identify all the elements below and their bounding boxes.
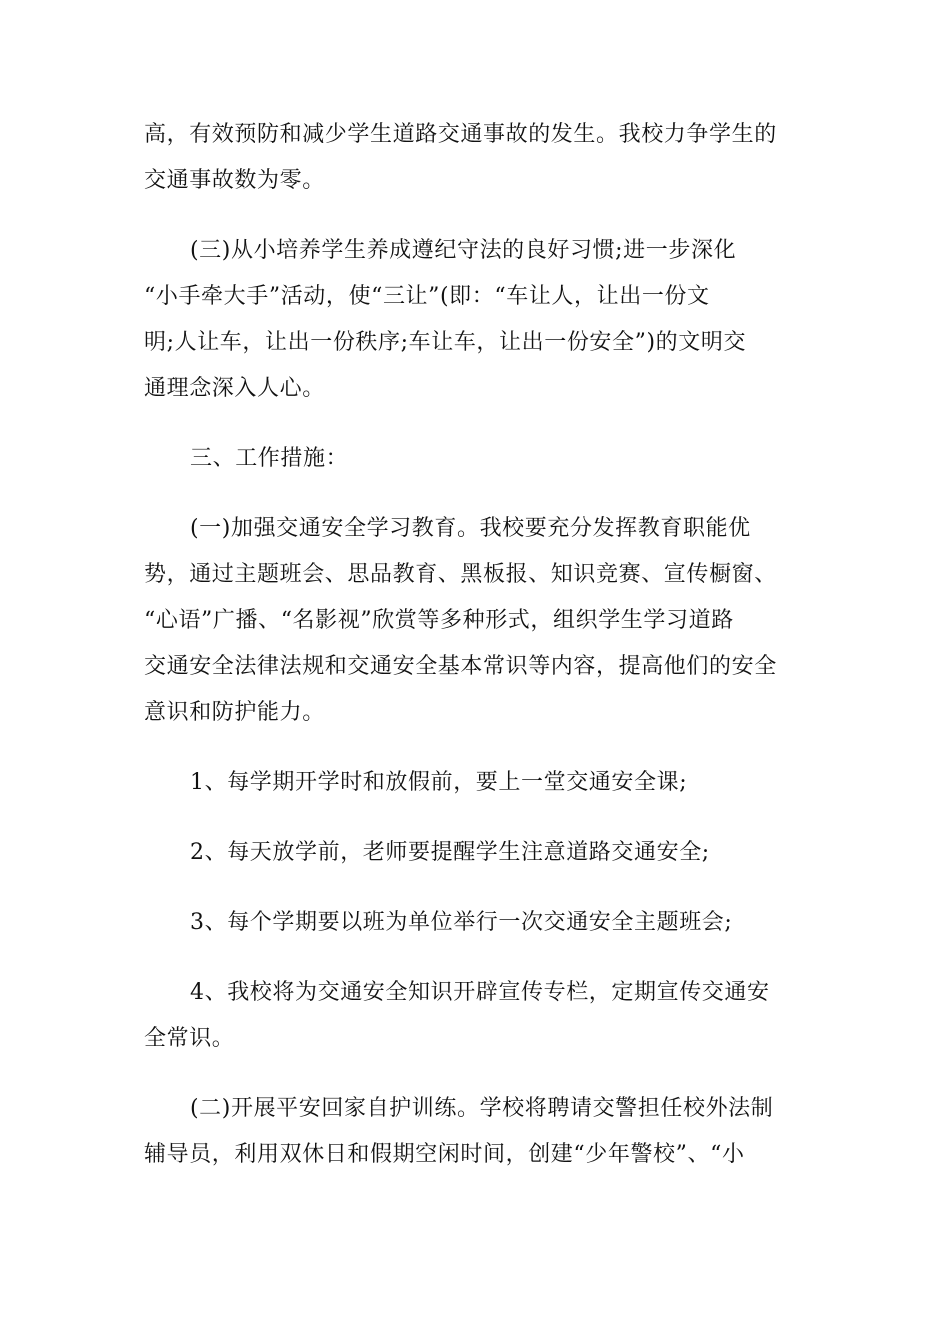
paragraph-3 [144,506,808,736]
paragraph-1 [144,112,808,204]
paragraph-line: 辅导员，利用双休日和假期空闲时间，创建“少年警校”、“小 [144,1142,745,1167]
paragraph-line: 通理念深入人心。 [144,376,325,401]
list-item-1 [144,760,808,806]
list-item-text: 2、每天放学前，老师要提醒学生注意道路交通安全; [190,840,710,865]
paragraph-line: 交通事故数为零。 [144,168,325,193]
list-item-3 [144,900,808,946]
list-item-text: 3、每个学期要以班为单位举行一次交通安全主题班会; [190,910,733,935]
paragraph-line: (一)加强交通安全学习教育。我校要充分发挥教育职能优 [190,516,751,541]
paragraph-line: “心语”广播、“名影视”欣赏等多种形式，组织学生学习道路 [144,608,734,633]
list-item-4 [144,970,808,1062]
paragraph-line: 高，有效预防和减少学生道路交通事故的发生。我校力争学生的 [144,122,777,147]
paragraph-line: 意识和防护能力。 [144,700,325,725]
paragraph-line: 明;人让车，让出一份秩序;车让车，让出一份安全”)的文明交 [144,330,747,355]
paragraph-gap [144,736,808,760]
section-heading [144,436,808,482]
paragraph-line: (三)从小培养学生养成遵纪守法的良好习惯;进一步深化 [190,238,737,263]
list-item-text: 1、每学期开学时和放假前，要上一堂交通安全课; [190,770,688,795]
paragraph-gap [144,204,808,228]
list-item-text: 4、我校将为交通安全知识开辟宣传专栏，定期宣传交通安 [190,980,770,1005]
paragraph-gap [144,946,808,970]
paragraph-line: (二)开展平安回家自护训练。学校将聘请交警担任校外法制 [190,1096,774,1121]
paragraph-4 [144,1086,808,1178]
list-item-2 [144,830,808,876]
paragraph-gap [144,876,808,900]
paragraph-line: “小手牵大手”活动，使“三让”(即：“车让人，让出一份文 [144,284,710,309]
paragraph-line: 势，通过主题班会、思品教育、黑板报、知识竞赛、宣传橱窗、 [144,562,777,587]
paragraph-2 [144,228,808,412]
paragraph-gap [144,806,808,830]
paragraph-gap [144,482,808,506]
section-title: 三、工作措施： [190,446,349,471]
paragraph-gap [144,412,808,436]
paragraph-line: 交通安全法律法规和交通安全基本常识等内容，提高他们的安全 [144,654,777,679]
list-item-text: 全常识。 [144,1026,235,1051]
paragraph-gap [144,1062,808,1086]
document-body [144,112,808,1178]
